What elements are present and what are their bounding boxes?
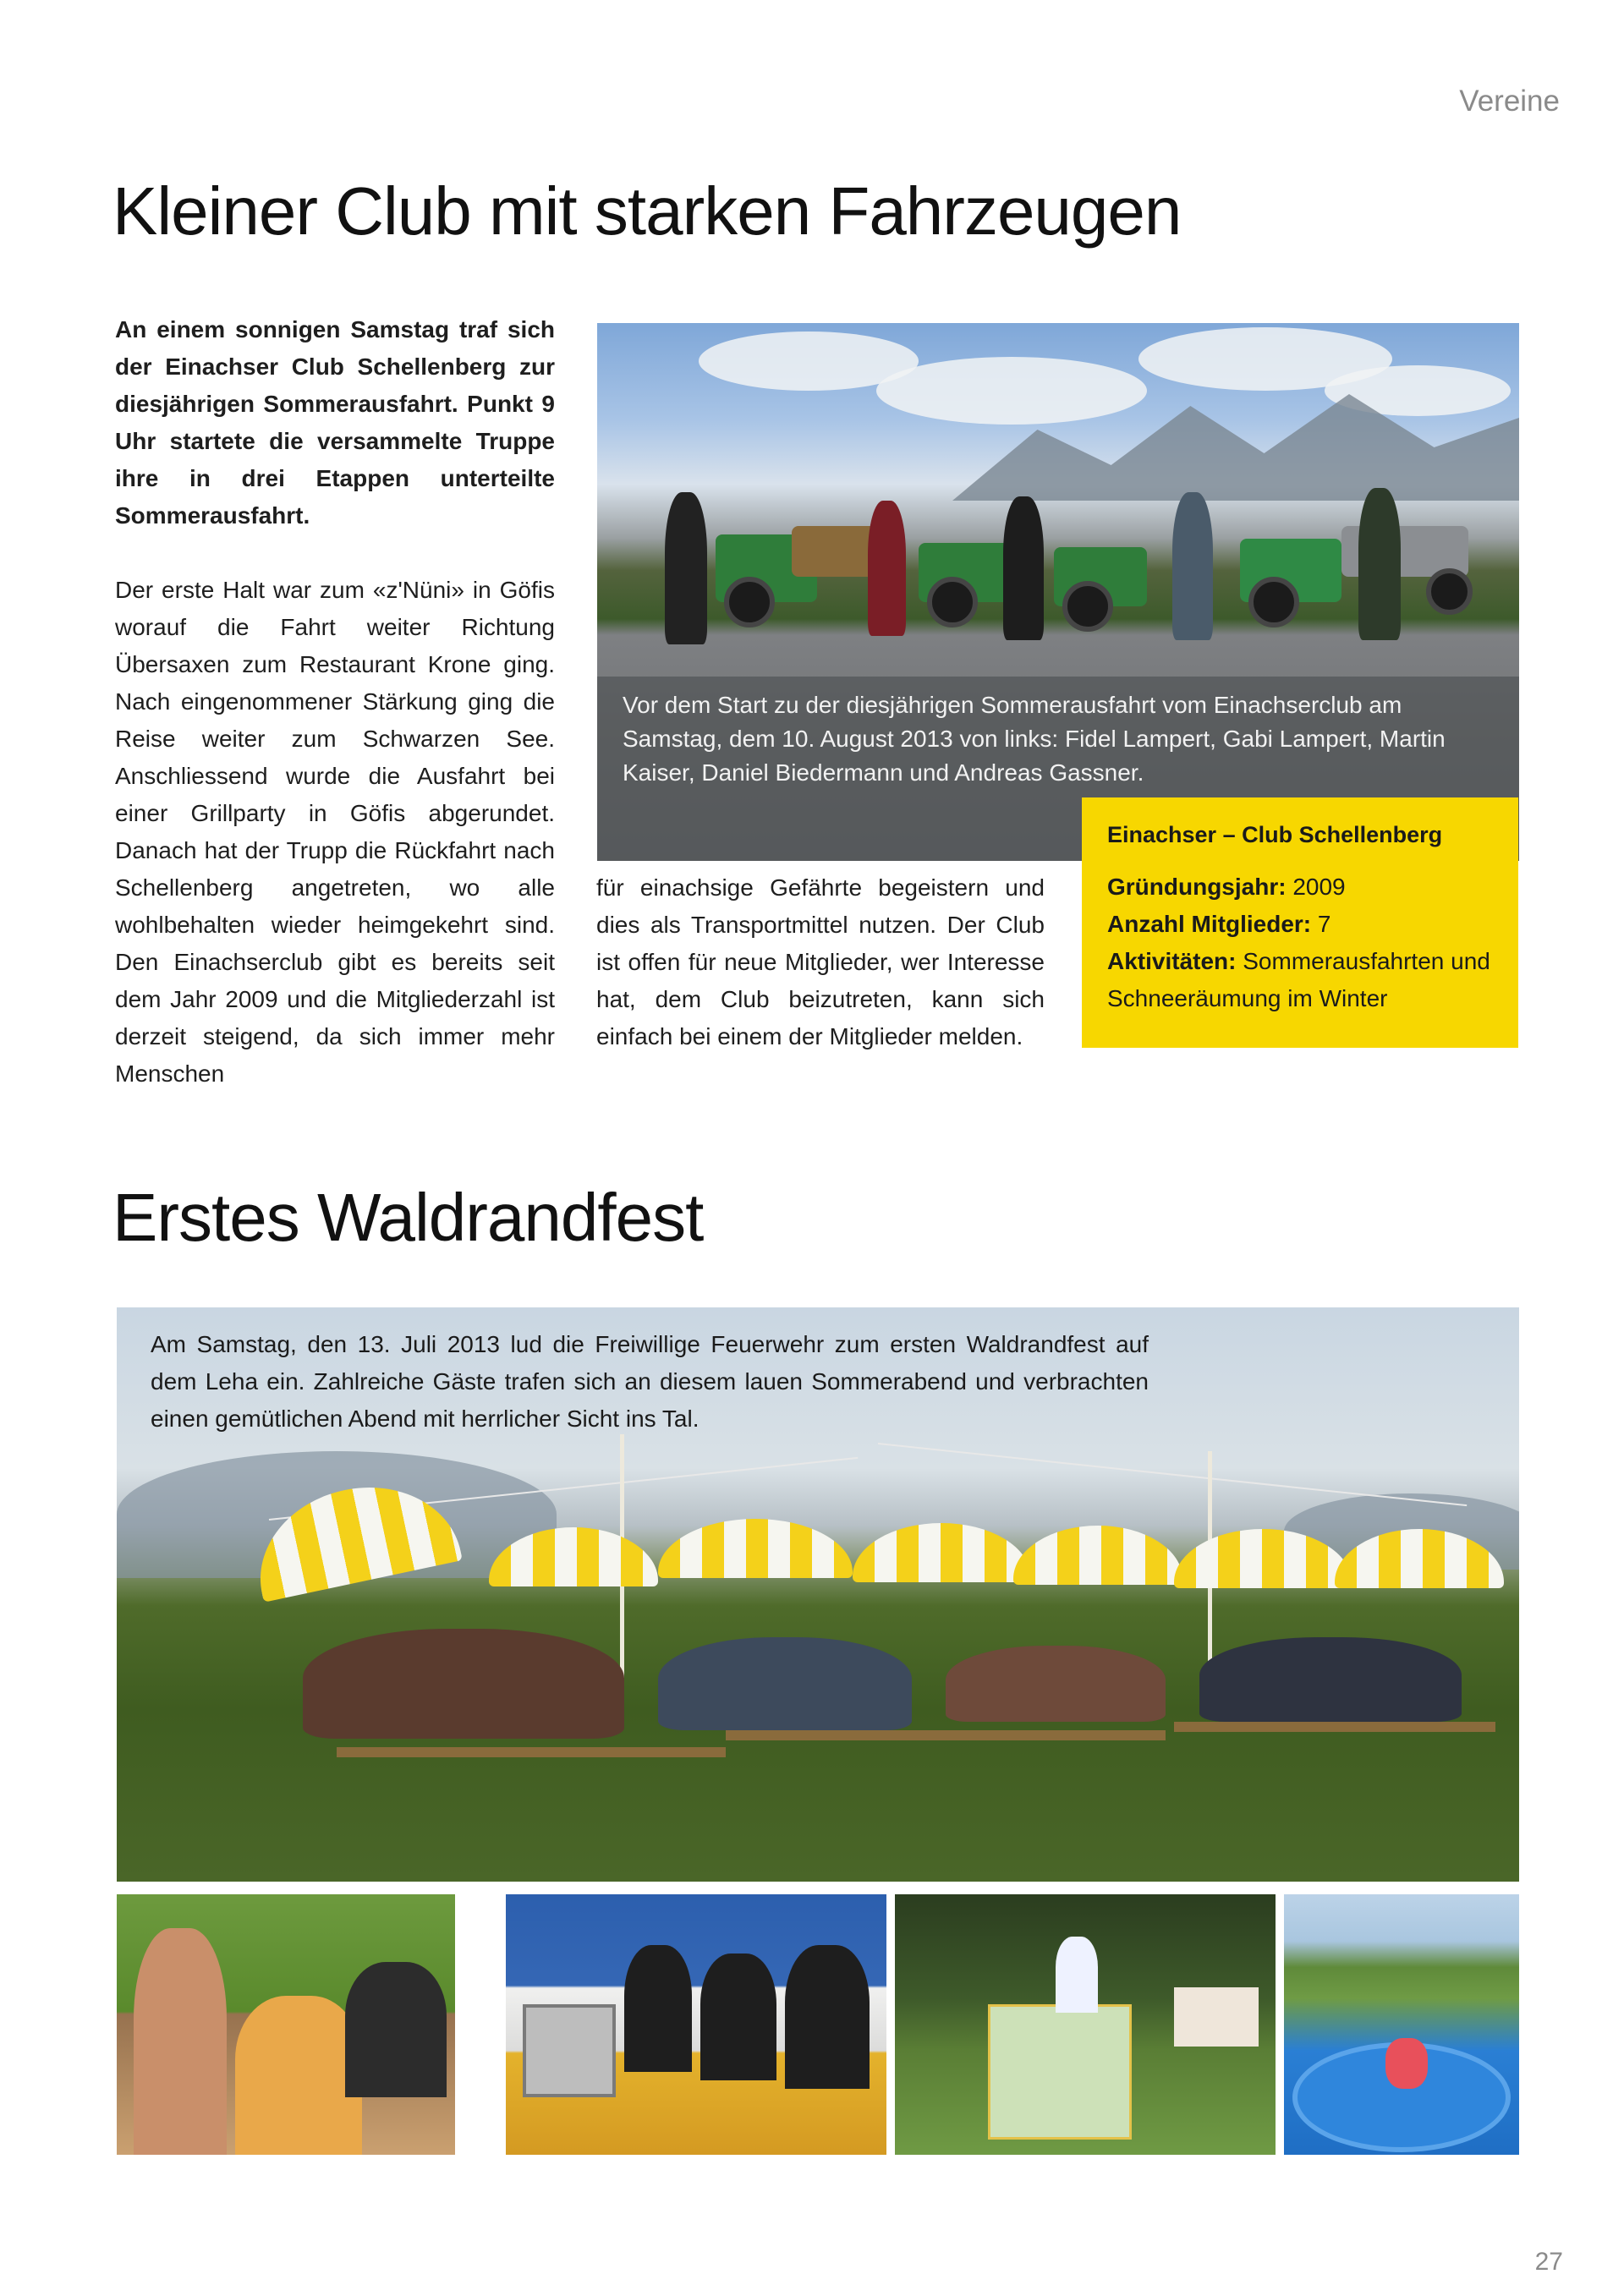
article-2-title: Erstes Waldrandfest — [112, 1180, 704, 1255]
club-activities-row: Aktivitäten: Sommerausfahrten und Schneeräumung im Winter — [1107, 948, 1490, 1011]
article-1-body-column-2: für einachsige Gefährte begeistern und dies als Transportmittel nutzen. Der Club ist offen für neue Mitglieder, wer Interesse hat, dem Club beizutreten, kann sich einfach bei einem der Mitglieder melden. — [596, 874, 1045, 1049]
section-label: Vereine — [1459, 85, 1560, 118]
tractor-photo-caption: Vor dem Start zu der diesjährigen Sommerausfahrt vom Einachserclub am Samstag, dem 10. August 2013 von links: Fidel Lampert, Gabi Lampert, Martin Kaiser, Daniel Biedermann und Andreas Gassner. — [597, 677, 1519, 861]
article-1-title: Kleiner Club mit starken Fahrzeugen — [112, 173, 1182, 249]
festival-photo-caption: Am Samstag, den 13. Juli 2013 lud die Freiwillige Feuerwehr zum ersten Waldrandfest auf dem Leha ein. Zahlreiche Gäste trafen sich an diesem lauen Sommerabend und verbrachten einen gemütlichen Abend mit herrlicher Sicht ins Tal. — [151, 1331, 1149, 1432]
kids-pool-photo — [1284, 1894, 1519, 2155]
club-info-title: Einachser – Club Schellenberg — [1107, 822, 1443, 847]
dj-booth-photo — [895, 1894, 1276, 2155]
article-1-lead: An einem sonnigen Samstag traf sich der Einachser Club Schellenberg zur diesjährigen Sommerausfahrt. Punkt 9 Uhr startete die versammelte Truppe ihre in drei Etappen unterteilte Sommerausfahrt. — [115, 316, 555, 529]
tractor-club-photo — [597, 323, 1519, 861]
guests-at-tables-photo — [117, 1894, 455, 2155]
page-number: 27 — [1534, 2248, 1563, 2276]
bar-tent-photo — [506, 1894, 886, 2155]
club-members-row: Anzahl Mitglieder: 7 — [1107, 911, 1331, 937]
club-founded-row: Gründungsjahr: 2009 — [1107, 874, 1346, 900]
article-1-body-column-1: Der erste Halt war zum «z'Nüni» in Göfis worauf die Fahrt weiter Richtung Übersaxen zum Restaurant Krone ging. Nach eingenommener Stärkung ging die Reise weiter zum Schwarzen See. Anschliessend wurde die Ausfahrt bei einer Grillparty in Göfis abgerundet. Danach hat der Trupp die Rückfahrt nach Schellenberg angetreten, wo alle wohlbehalten wieder heimgekehrt sind. Den Einachserclub gibt es bereits seit dem Jahr 2009 und die Mitgliederzahl ist derzeit steigend, da sich immer mehr Menschen — [115, 577, 555, 1087]
club-info-box — [1082, 797, 1518, 1048]
waldrandfest-photo — [117, 1307, 1519, 1882]
